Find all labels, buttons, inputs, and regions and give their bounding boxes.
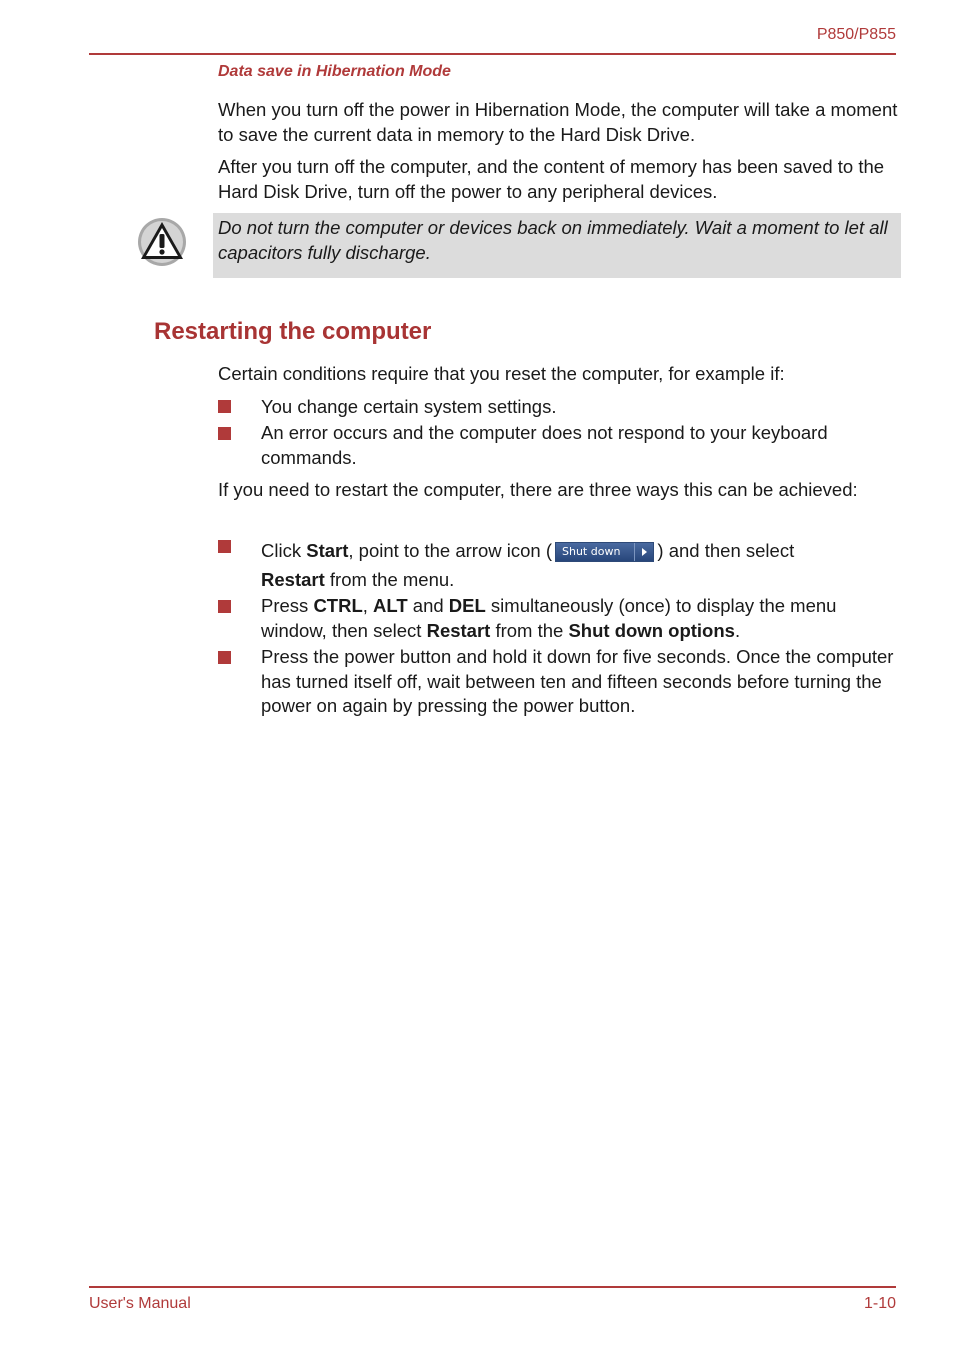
shutdown-button-label: Shut down — [562, 545, 621, 559]
condition-item: An error occurs and the computer does not respond to your keyboard commands. — [261, 422, 828, 468]
hibernation-para-2: After you turn off the computer, and the content of memory has been saved to the Hard Disk Drive, turn off the power to any peripheral devices. — [218, 156, 885, 202]
footer-manual-label: User's Manual — [89, 1295, 191, 1312]
header-rule — [89, 53, 896, 55]
section-title: Restarting the computer — [154, 318, 432, 345]
way-1-text: ) and then select — [657, 540, 795, 561]
way-2-text: from the — [490, 619, 569, 641]
shutdown-button — [555, 542, 654, 562]
way-2 — [261, 594, 901, 643]
restart-keyword: Restart — [426, 619, 491, 641]
bullet-marker — [218, 400, 231, 413]
bullet-marker — [218, 651, 231, 664]
restart-intro: Certain conditions require that you reset the computer, for example if: — [218, 363, 785, 384]
way-2-text: and — [407, 595, 449, 616]
bullet-marker — [218, 600, 231, 613]
del-key: DEL — [448, 595, 486, 616]
shutdown-options-keyword: Shut down options — [568, 619, 735, 641]
way-1-text: from the menu. — [324, 569, 455, 590]
hibernation-para-1: When you turn off the power in Hibernation Mode, the computer will take a moment to save the current data in memory to the Hard Disk Drive. — [218, 99, 898, 145]
bullet-marker — [218, 427, 231, 440]
bullet-marker — [218, 540, 231, 553]
way-1-continued — [261, 568, 901, 593]
header-model: P850/P855 — [816, 26, 896, 43]
way-1-text: , point to the arrow icon ( — [348, 540, 552, 561]
alt-key: ALT — [373, 595, 408, 616]
way-3: Press the power button and hold it down for five seconds. Once the computer has turned itself off, wait between ten and fifteen seconds before turning the power on again by pressing the power button. — [261, 646, 894, 716]
footer-rule — [89, 1286, 896, 1288]
way-2-text: Press — [261, 595, 314, 616]
start-keyword: Start — [306, 540, 349, 561]
way-1 — [261, 539, 901, 564]
ways-intro: If you need to restart the computer, there are three ways this can be achieved: — [218, 479, 858, 500]
way-2-text: . — [734, 619, 741, 641]
restart-keyword: Restart — [261, 569, 325, 590]
way-1-text: Click — [261, 540, 307, 561]
way-2-text: , — [362, 595, 374, 616]
ctrl-key: CTRL — [313, 595, 363, 616]
caution-text: Do not turn the computer or devices back on immediately. Wait a moment to let all capacitors fully discharge. — [218, 217, 888, 263]
arrow-right-icon — [634, 543, 653, 561]
condition-item: You change certain system settings. — [261, 396, 557, 417]
subsection-title: Data save in Hibernation Mode — [218, 63, 451, 80]
warning-icon — [136, 216, 188, 268]
way-2-text: simultaneously (once) to display the menu window, then select — [261, 595, 837, 641]
page-number: 1-10 — [863, 1295, 896, 1312]
caution-box — [213, 213, 901, 278]
